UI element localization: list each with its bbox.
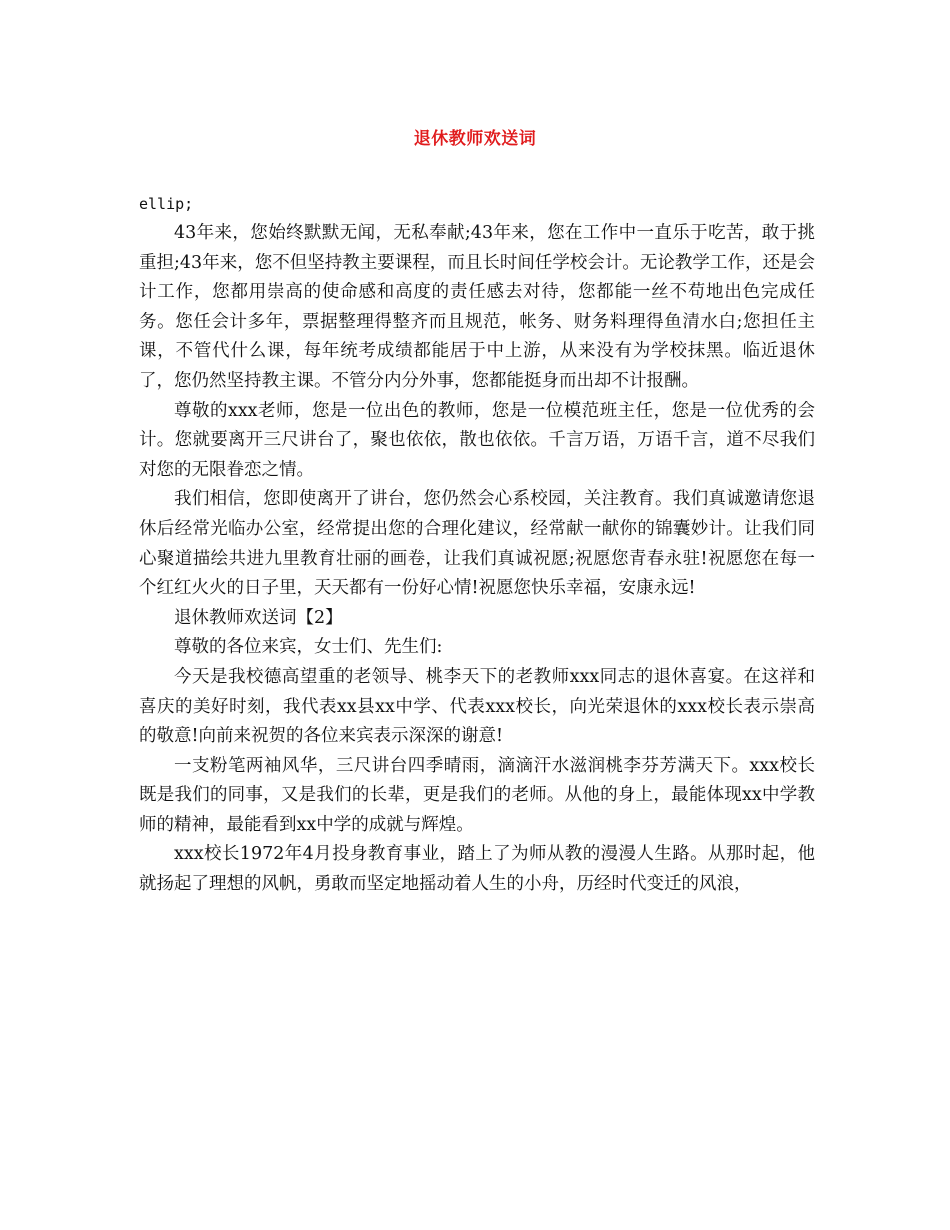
paragraph: 43年来，您始终默默无闻，无私奉献;43年来，您在工作中一直乐于吃苦，敢于挑重担;43年来，您不但坚持教主要课程，而且长时间任学校会计。无论教学工作，还是会计工作，您都用崇高的使命感和高度的责任感去对待，您都能一丝不苟地出色完成任务。您任会计多年，票据整理得整齐而且规范，帐务、财务料理得鱼清水白;您担任主课，不管代什么课，每年统考成绩都能居于中上游，从来没有为学校抹黑。临近退休了，您仍然坚持教主课。不管分内分外事，您都能挺身而出却不计报酬。 — [139, 223, 815, 391]
document-body — [139, 190, 815, 900]
paragraph: 我们相信，您即使离开了讲台，您仍然会心系校园，关注教育。我们真诚邀请您退休后经常光临办公室，经常提出您的合理化建议，经常献一献你的锦囊妙计。让我们同心聚道描绘共进九里教育壮丽的画卷，让我们真诚祝愿;祝愿您青春永驻!祝愿您在每一个红红火火的日子里，天天都有一份好心情!祝愿您快乐幸福，安康永远! — [139, 489, 815, 599]
leading-fragment: ellip; — [139, 195, 194, 213]
paragraph: 一支粉笔两袖风华，三尺讲台四季晴雨，滴滴汗水滋润桃李芬芳满天下。xxx校长既是我们的同事，又是我们的长辈，更是我们的老师。从他的身上，最能体现xx中学教师的精神，最能看到xx中学的成就与辉煌。 — [139, 755, 815, 835]
salutation: 尊敬的各位来宾，女士们、先生们: — [174, 637, 443, 658]
paragraph: 尊敬的xxx老师，您是一位出色的教师，您是一位模范班主任，您是一位优秀的会计。您就要离开三尺讲台了，聚也依依，散也依依。千言万语，万语千言，道不尽我们对您的无限眷恋之情。 — [139, 400, 815, 480]
paragraph: 今天是我校德高望重的老领导、桃李天下的老教师xxx同志的退休喜宴。在这祥和喜庆的美好时刻，我代表xx县xx中学、代表xxx校长，向光荣退休的xxx校长表示崇高的敬意!向前来祝贺的各位来宾表示深深的谢意! — [139, 666, 815, 747]
paragraph: xxx校长1972年4月投身教育事业，踏上了为师从教的漫漫人生路。从那时起，他就扬起了理想的风帆，勇敢而坚定地摇动着人生的小舟，历经时代变迁的风浪， — [139, 844, 815, 895]
section-heading: 退休教师欢送词【2】 — [174, 607, 343, 628]
document-title: 退休教师欢送词 — [413, 129, 537, 149]
